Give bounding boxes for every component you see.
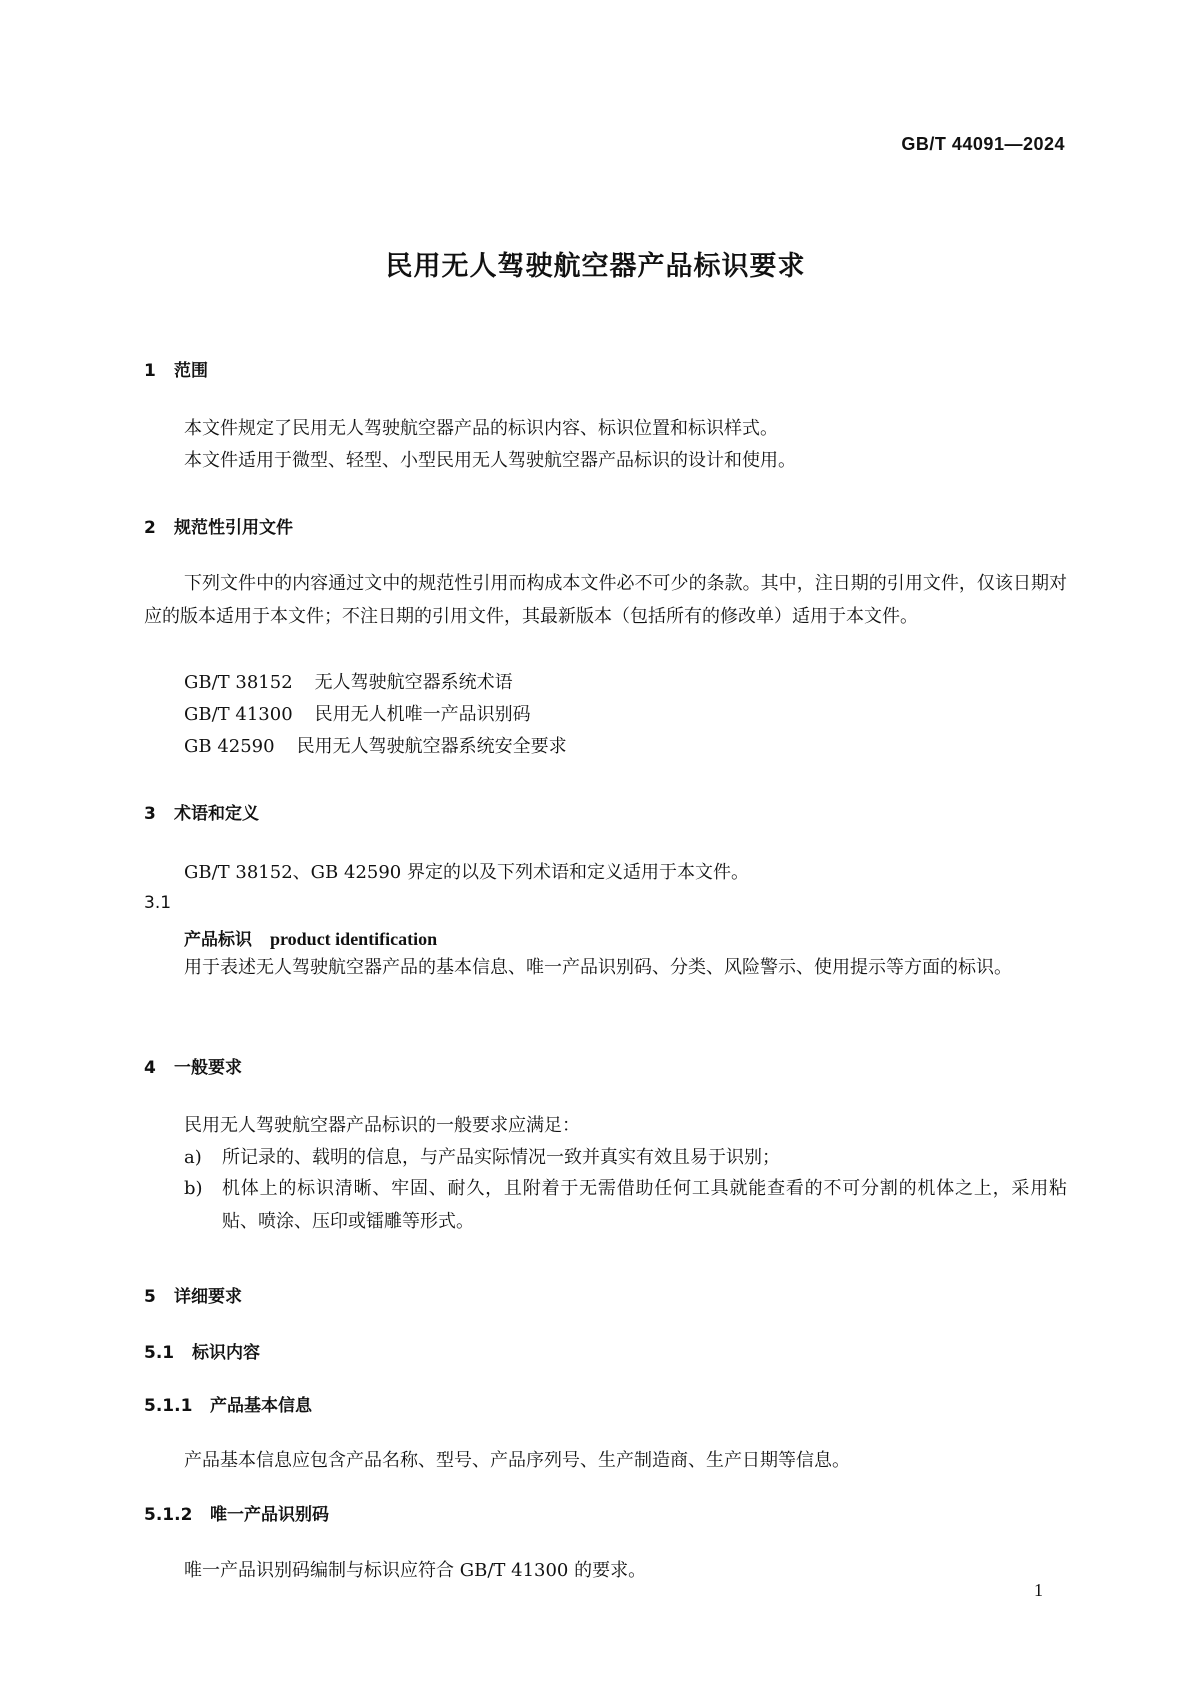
standard-code: GB/T 44091—2024 bbox=[901, 134, 1065, 154]
reference-item bbox=[184, 700, 531, 726]
subsection-title: 产品基本信息 bbox=[210, 1396, 312, 1416]
section-3-heading bbox=[144, 799, 259, 824]
reference-code: GB/T 41300 bbox=[184, 704, 293, 725]
reference-code: GB 42590 bbox=[184, 736, 275, 757]
subsection-number: 5.1.2 bbox=[144, 1505, 193, 1525]
section-4-heading bbox=[144, 1053, 242, 1078]
term-en: product identification bbox=[270, 929, 438, 949]
section-5-heading bbox=[144, 1282, 242, 1307]
subsection-number: 5.1.1 bbox=[144, 1396, 193, 1416]
section-number: 2 bbox=[144, 518, 156, 538]
list-item bbox=[184, 1143, 780, 1169]
subsection-title: 唯一产品识别码 bbox=[210, 1505, 329, 1525]
reference-title: 民用无人机唯一产品识别码 bbox=[314, 704, 531, 725]
paragraph: 唯一产品识别码编制与标识应符合 GB/T 41300 的要求。 bbox=[184, 1560, 647, 1581]
subsection-title: 标识内容 bbox=[192, 1343, 260, 1363]
page-number: 1 bbox=[1034, 1580, 1043, 1600]
list-item bbox=[184, 1172, 1067, 1238]
list-item-label: b) bbox=[184, 1178, 203, 1199]
paragraph: 本文件规定了民用无人驾驶航空器产品的标识内容、标识位置和标识样式。 bbox=[184, 418, 778, 439]
section-3-intro: GB/T 38152、GB 42590 界定的以及下列术语和定义适用于本文件。 bbox=[184, 862, 749, 883]
section-2-heading bbox=[144, 513, 293, 538]
term-zh: 产品标识 bbox=[184, 930, 252, 950]
section-number: 1 bbox=[144, 361, 156, 381]
subsection-heading bbox=[144, 1500, 329, 1525]
section-title: 规范性引用文件 bbox=[174, 518, 293, 538]
subsection-heading bbox=[144, 1391, 312, 1416]
section-number: 3 bbox=[144, 804, 156, 824]
section-2-intro: 下列文件中的内容通过文中的规范性引用而构成本文件必不可少的条款。其中，注日期的引用文件，仅该日期对应的版本适用于本文件；不注日期的引用文件，其最新版本（包括所有的修改单）适用于本文件。 bbox=[144, 573, 1067, 627]
section-number: 4 bbox=[144, 1058, 156, 1078]
term-definition: 用于表述无人驾驶航空器产品的基本信息、唯一产品识别码、分类、风险警示、使用提示等方面的标识。 bbox=[184, 957, 1012, 978]
section-number: 5 bbox=[144, 1287, 156, 1307]
reference-item bbox=[184, 668, 513, 694]
section-1-heading bbox=[144, 356, 208, 381]
list-item-text: 所记录的、载明的信息，与产品实际情况一致并真实有效且易于识别； bbox=[222, 1147, 780, 1168]
list-item-label: a) bbox=[184, 1147, 202, 1168]
paragraph: 本文件适用于微型、轻型、小型民用无人驾驶航空器产品标识的设计和使用。 bbox=[184, 450, 796, 471]
reference-title: 民用无人驾驶航空器系统安全要求 bbox=[296, 736, 567, 757]
reference-title: 无人驾驶航空器系统术语 bbox=[314, 672, 513, 693]
reference-code: GB/T 38152 bbox=[184, 672, 293, 693]
section-title: 一般要求 bbox=[174, 1058, 242, 1078]
subsection-heading bbox=[144, 1338, 260, 1363]
page-title: 民用无人驾驶航空器产品标识要求 bbox=[385, 251, 806, 282]
list-item-text: 机体上的标识清晰、牢固、耐久，且附着于无需借助任何工具就能查看的不可分割的机体之上，采用粘贴、喷涂、压印或镭雕等形式。 bbox=[222, 1178, 1067, 1232]
section-title: 详细要求 bbox=[174, 1287, 242, 1307]
section-title: 范围 bbox=[174, 361, 208, 381]
subsection-number: 5.1 bbox=[144, 1343, 175, 1363]
term-entry bbox=[184, 925, 437, 950]
paragraph: 产品基本信息应包含产品名称、型号、产品序列号、生产制造商、生产日期等信息。 bbox=[184, 1450, 850, 1471]
section-title: 术语和定义 bbox=[174, 804, 259, 824]
term-number: 3.1 bbox=[144, 893, 172, 913]
reference-item bbox=[184, 732, 567, 758]
section-4-intro: 民用无人驾驶航空器产品标识的一般要求应满足： bbox=[184, 1115, 580, 1136]
